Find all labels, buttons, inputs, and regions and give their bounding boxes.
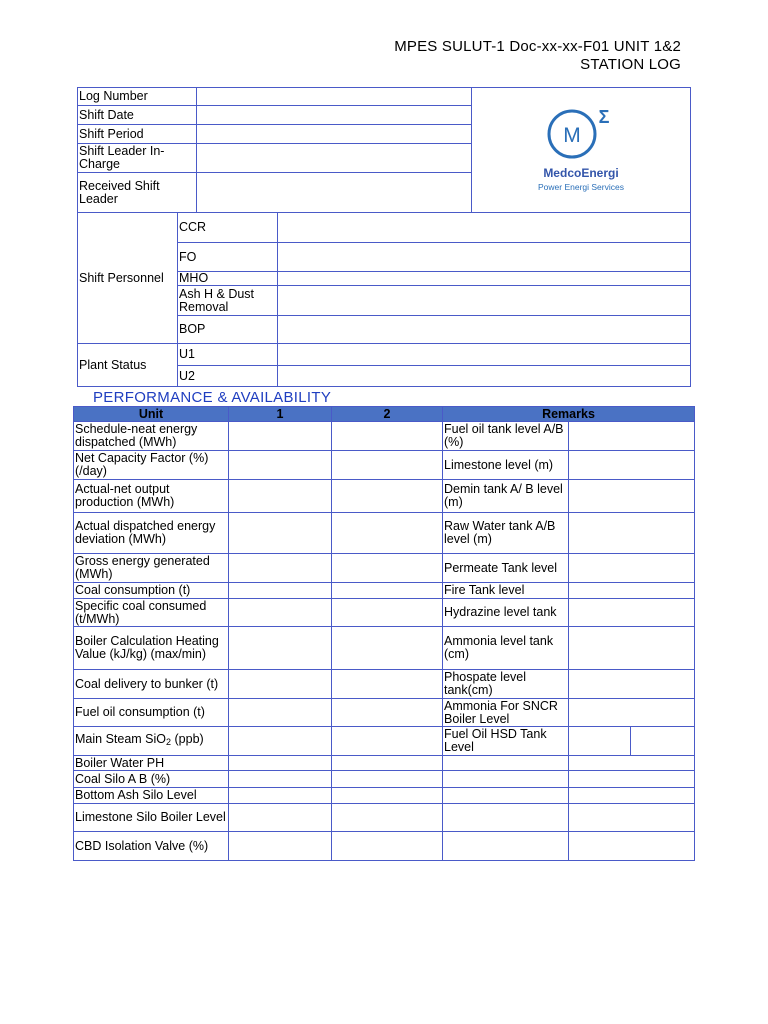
- table-row: [74, 627, 695, 670]
- value-cell-unit-1[interactable]: [229, 422, 332, 451]
- row-label: Bottom Ash Silo Level: [74, 788, 229, 804]
- remarks-label: [443, 756, 569, 771]
- row-label: Coal delivery to bunker (t): [74, 670, 229, 699]
- remarks-value-cell[interactable]: [569, 670, 695, 699]
- remarks-value-cell[interactable]: [569, 627, 695, 670]
- row-label: Actual dispatched energy deviation (MWh): [74, 513, 229, 554]
- remarks-label: [443, 788, 569, 804]
- shift-date-field[interactable]: [197, 106, 472, 125]
- remarks-value-cell[interactable]: [569, 599, 695, 627]
- received-shift-leader-label: Received Shift Leader: [78, 173, 197, 213]
- value-cell-unit-1[interactable]: [229, 756, 332, 771]
- shift-leader-field[interactable]: [197, 144, 472, 173]
- remarks-label: Fire Tank level: [443, 583, 569, 599]
- column-header-unit-1: 1: [229, 407, 332, 422]
- row-label: Net Capacity Factor (%) (/day): [74, 451, 229, 480]
- remarks-value-cell[interactable]: [569, 771, 695, 788]
- table-row: [74, 804, 695, 832]
- log-info-table: [77, 87, 691, 387]
- table-row: [74, 554, 695, 583]
- plant-status-label: Plant Status: [78, 344, 178, 387]
- table-row: [74, 451, 695, 480]
- remarks-label: Ammonia level tank (cm): [443, 627, 569, 670]
- row-label: Boiler Calculation Heating Value (kJ/kg) (max/min): [74, 627, 229, 670]
- value-cell-unit-1[interactable]: [229, 771, 332, 788]
- value-cell-unit-2[interactable]: [332, 627, 443, 670]
- remarks-label: [443, 771, 569, 788]
- log-number-label: Log Number: [78, 88, 197, 106]
- shift-period-label: Shift Period: [78, 125, 197, 144]
- role-mho-label: MHO: [178, 272, 278, 286]
- remarks-label: Raw Water tank A/B level (m): [443, 513, 569, 554]
- table-row: [74, 599, 695, 627]
- remarks-value-cell[interactable]: [569, 804, 695, 832]
- remarks-value-cell[interactable]: [569, 699, 695, 727]
- value-cell-unit-1[interactable]: [229, 451, 332, 480]
- row-label: Boiler Water PH: [74, 756, 229, 771]
- value-cell-unit-2[interactable]: [332, 832, 443, 861]
- company-logo: [472, 88, 691, 213]
- remarks-value-cell[interactable]: [569, 788, 695, 804]
- row-label: CBD Isolation Valve (%): [74, 832, 229, 861]
- log-number-field[interactable]: [197, 88, 472, 106]
- remarks-value-cell[interactable]: [569, 480, 695, 513]
- table-row: [74, 583, 695, 599]
- row-label: Coal Silo A B (%): [74, 771, 229, 788]
- value-cell-unit-1[interactable]: [229, 670, 332, 699]
- table-row: [74, 788, 695, 804]
- remarks-label: Limestone level (m): [443, 451, 569, 480]
- remarks-value-cell[interactable]: [569, 727, 631, 756]
- logo-letter: M: [563, 123, 581, 147]
- row-label: Schedule-neat energy dispatched (MWh): [74, 422, 229, 451]
- value-cell-unit-1[interactable]: [229, 513, 332, 554]
- remarks-label: Demin tank A/ B level (m): [443, 480, 569, 513]
- row-label: Main Steam SiO$_2$ (ppb): [74, 727, 229, 756]
- role-fo-label: FO: [178, 243, 278, 272]
- received-shift-leader-field[interactable]: [197, 173, 472, 213]
- table-row: [74, 480, 695, 513]
- value-cell-unit-1[interactable]: [229, 804, 332, 832]
- value-cell-unit-2[interactable]: [332, 583, 443, 599]
- value-cell-unit-2[interactable]: [332, 451, 443, 480]
- row-label: Fuel oil consumption (t): [74, 699, 229, 727]
- value-cell-unit-2[interactable]: [332, 727, 443, 756]
- table-row: [74, 727, 695, 756]
- logo-sigma: Σ: [598, 106, 610, 127]
- value-cell-unit-1[interactable]: [229, 627, 332, 670]
- remarks-label: Permeate Tank level: [443, 554, 569, 583]
- value-cell-unit-1[interactable]: [229, 727, 332, 756]
- role-ash-field[interactable]: [278, 286, 691, 316]
- row-label: Gross energy generated (MWh): [74, 554, 229, 583]
- value-cell-unit-1[interactable]: [229, 554, 332, 583]
- remarks-value-cell[interactable]: [569, 451, 695, 480]
- role-ash-label: Ash H & Dust Removal: [178, 286, 278, 316]
- role-ccr-field[interactable]: [278, 213, 691, 243]
- value-cell-unit-2[interactable]: [332, 599, 443, 627]
- table-row: [74, 756, 695, 771]
- remarks-label: Hydrazine level tank: [443, 599, 569, 627]
- unit-u1-field[interactable]: [278, 344, 691, 366]
- row-label: Coal consumption (t): [74, 583, 229, 599]
- shift-date-label: Shift Date: [78, 106, 197, 125]
- role-ccr-label: CCR: [178, 213, 278, 243]
- remarks-label: Fuel oil tank level A/B (%): [443, 422, 569, 451]
- value-cell-unit-1[interactable]: [229, 480, 332, 513]
- unit-u2-field[interactable]: [278, 366, 691, 387]
- shift-leader-label: Shift Leader In-Charge: [78, 144, 197, 173]
- value-cell-unit-2[interactable]: [332, 804, 443, 832]
- column-header-unit-2: 2: [332, 407, 443, 422]
- unit-u1-label: U1: [178, 344, 278, 366]
- role-bop-field[interactable]: [278, 316, 691, 344]
- remarks-value-cell[interactable]: [569, 583, 695, 599]
- shift-personnel-label: Shift Personnel: [78, 213, 178, 344]
- value-cell-unit-2[interactable]: [332, 670, 443, 699]
- value-cell-unit-2[interactable]: [332, 771, 443, 788]
- subscript: 2: [166, 737, 172, 747]
- value-cell-unit-2[interactable]: [332, 699, 443, 727]
- value-cell-unit-1[interactable]: [229, 788, 332, 804]
- shift-period-field[interactable]: [197, 125, 472, 144]
- value-cell-unit-2[interactable]: [332, 480, 443, 513]
- table-row: [74, 513, 695, 554]
- value-cell-unit-1[interactable]: [229, 832, 332, 861]
- remarks-value-cell[interactable]: [631, 727, 695, 756]
- remarks-label: Fuel Oil HSD Tank Level: [443, 727, 569, 756]
- remarks-label: [443, 832, 569, 861]
- logo-tagline: Power Energi Services: [538, 181, 625, 192]
- value-cell-unit-1[interactable]: [229, 599, 332, 627]
- role-mho-field[interactable]: [278, 272, 691, 286]
- document-header: [394, 38, 681, 74]
- column-header-remarks: Remarks: [443, 407, 695, 422]
- column-header-unit: Unit: [74, 407, 229, 422]
- remarks-value-cell[interactable]: [569, 554, 695, 583]
- value-cell-unit-2[interactable]: [332, 554, 443, 583]
- table-row: [74, 670, 695, 699]
- performance-table: [73, 406, 695, 861]
- medcoenergi-logo-icon: [521, 101, 641, 197]
- value-cell-unit-2[interactable]: [332, 513, 443, 554]
- remarks-label: [443, 804, 569, 832]
- document-code: MPES SULUT-1 Doc-xx-xx-F01 UNIT 1&2: [394, 38, 681, 55]
- table-row: [74, 771, 695, 788]
- section-title: PERFORMANCE & AVAILABILITY: [93, 389, 332, 406]
- remarks-value-cell[interactable]: [569, 832, 695, 861]
- row-label: Actual-net output production (MWh): [74, 480, 229, 513]
- value-cell-unit-2[interactable]: [332, 756, 443, 771]
- remarks-value-cell[interactable]: [569, 513, 695, 554]
- value-cell-unit-2[interactable]: [332, 788, 443, 804]
- value-cell-unit-1[interactable]: [229, 699, 332, 727]
- remarks-label: Phospate level tank(cm): [443, 670, 569, 699]
- remarks-value-cell[interactable]: [569, 756, 695, 771]
- value-cell-unit-1[interactable]: [229, 583, 332, 599]
- role-fo-field[interactable]: [278, 243, 691, 272]
- row-label: Specific coal consumed (t/MWh): [74, 599, 229, 627]
- remarks-label: Ammonia For SNCR Boiler Level: [443, 699, 569, 727]
- row-label: Limestone Silo Boiler Level: [74, 804, 229, 832]
- document-title: STATION LOG: [580, 56, 681, 73]
- logo-brand-name: MedcoEnergi: [543, 165, 619, 180]
- remarks-value-cell[interactable]: [569, 422, 695, 451]
- performance-table-body: [74, 407, 695, 861]
- unit-u2-label: U2: [178, 366, 278, 387]
- table-row: [74, 699, 695, 727]
- role-bop-label: BOP: [178, 316, 278, 344]
- table-row: [74, 832, 695, 861]
- table-row: [74, 422, 695, 451]
- value-cell-unit-2[interactable]: [332, 422, 443, 451]
